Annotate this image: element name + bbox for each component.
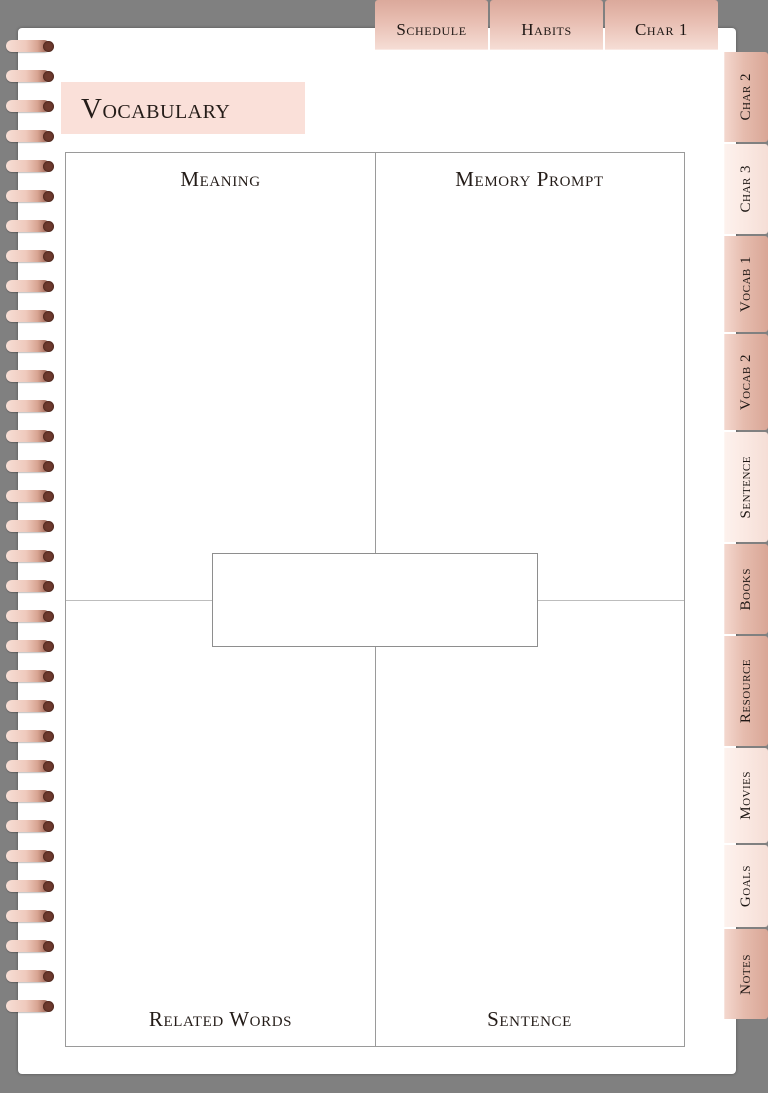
- top-tab-habits[interactable]: [490, 0, 603, 50]
- spiral-ring-hole: [43, 851, 54, 862]
- side-tab-movies[interactable]: [724, 748, 768, 843]
- spiral-ring: [0, 1000, 56, 1013]
- spiral-ring: [0, 220, 56, 233]
- side-tab-label: Char 3: [737, 165, 754, 213]
- spiral-ring-hole: [43, 821, 54, 832]
- spiral-ring-hole: [43, 521, 54, 532]
- spiral-ring: [0, 880, 56, 893]
- side-tab-label: Vocab 2: [737, 353, 754, 411]
- spiral-ring-hole: [43, 341, 54, 352]
- spiral-ring-hole: [43, 41, 54, 52]
- spiral-ring: [0, 520, 56, 533]
- spiral-ring-hole: [43, 401, 54, 412]
- spiral-ring-hole: [43, 71, 54, 82]
- side-tab-vocab-1[interactable]: [724, 236, 768, 332]
- spiral-ring-hole: [43, 611, 54, 622]
- side-tab-label: Char 2: [737, 73, 754, 121]
- side-tab-goals[interactable]: [724, 845, 768, 927]
- spiral-ring: [0, 490, 56, 503]
- spiral-ring: [0, 370, 56, 383]
- spiral-ring: [0, 610, 56, 623]
- notebook-page: [18, 28, 736, 1074]
- spiral-ring: [0, 160, 56, 173]
- spiral-ring: [0, 130, 56, 143]
- side-tab-label: Goals: [737, 864, 754, 908]
- spiral-ring: [0, 460, 56, 473]
- spiral-ring-hole: [43, 251, 54, 262]
- spiral-ring-hole: [43, 881, 54, 892]
- top-tab-label: Char 1: [634, 20, 689, 39]
- section-label-memory-prompt: Memory Prompt: [455, 167, 604, 191]
- section-label-sentence: Sentence: [487, 1007, 572, 1031]
- spiral-ring-hole: [43, 581, 54, 592]
- side-tab-vocab-2[interactable]: [724, 334, 768, 430]
- spiral-ring-hole: [43, 761, 54, 772]
- spiral-ring: [0, 970, 56, 983]
- spiral-ring: [0, 940, 56, 953]
- spiral-ring: [0, 910, 56, 923]
- spiral-ring-hole: [43, 431, 54, 442]
- spiral-ring-hole: [43, 371, 54, 382]
- spiral-ring-hole: [43, 731, 54, 742]
- spiral-ring: [0, 790, 56, 803]
- spiral-ring: [0, 730, 56, 743]
- spiral-ring-hole: [43, 491, 54, 502]
- spiral-ring-hole: [43, 221, 54, 232]
- side-tab-sentence[interactable]: [724, 432, 768, 542]
- side-tab-label: Vocab 1: [737, 255, 754, 313]
- side-tab-label: Books: [737, 567, 754, 611]
- section-label-related-words: Related Words: [148, 1007, 293, 1031]
- spiral-ring: [0, 310, 56, 323]
- vocabulary-grid: [65, 152, 685, 1047]
- side-tab-char-2[interactable]: [724, 52, 768, 142]
- spiral-ring-hole: [43, 131, 54, 142]
- spiral-ring: [0, 550, 56, 563]
- top-tab-bar: [375, 0, 718, 50]
- page-title-band: [61, 82, 305, 134]
- spiral-ring: [0, 700, 56, 713]
- spiral-ring: [0, 670, 56, 683]
- spiral-binding: [0, 40, 62, 1040]
- page-title: Vocabulary: [81, 93, 231, 125]
- spiral-ring: [0, 340, 56, 353]
- spiral-ring: [0, 280, 56, 293]
- spiral-ring-hole: [43, 1001, 54, 1012]
- spiral-ring-hole: [43, 161, 54, 172]
- spiral-ring-hole: [43, 971, 54, 982]
- spiral-ring: [0, 100, 56, 113]
- spiral-ring-hole: [43, 641, 54, 652]
- side-tab-label: Resource: [737, 658, 754, 724]
- spiral-ring-hole: [43, 191, 54, 202]
- section-label-meaning: Meaning: [180, 167, 261, 191]
- side-tab-bar: [724, 52, 768, 1021]
- spiral-ring: [0, 40, 56, 53]
- spiral-ring-hole: [43, 701, 54, 712]
- top-tab-label: Schedule: [396, 20, 467, 39]
- spiral-ring: [0, 190, 56, 203]
- side-tab-label: Movies: [737, 771, 754, 820]
- top-tab-schedule[interactable]: [375, 0, 488, 50]
- spiral-ring-hole: [43, 551, 54, 562]
- spiral-ring: [0, 70, 56, 83]
- spiral-ring: [0, 580, 56, 593]
- spiral-ring: [0, 760, 56, 773]
- spiral-ring: [0, 400, 56, 413]
- spiral-ring: [0, 850, 56, 863]
- spiral-ring-hole: [43, 671, 54, 682]
- spiral-ring: [0, 640, 56, 653]
- top-tab-label: Habits: [521, 20, 572, 39]
- spiral-ring-hole: [43, 941, 54, 952]
- top-tab-char-1[interactable]: [605, 0, 718, 50]
- spiral-ring-hole: [43, 101, 54, 112]
- spiral-ring: [0, 250, 56, 263]
- side-tab-books[interactable]: [724, 544, 768, 634]
- side-tab-label: Sentence: [737, 455, 754, 519]
- spiral-ring-hole: [43, 791, 54, 802]
- side-tab-notes[interactable]: [724, 929, 768, 1019]
- spiral-ring: [0, 430, 56, 443]
- side-tab-resource[interactable]: [724, 636, 768, 746]
- side-tab-label: Notes: [737, 953, 754, 995]
- spiral-ring-hole: [43, 461, 54, 472]
- spiral-ring-hole: [43, 311, 54, 322]
- center-word-box[interactable]: [212, 553, 538, 647]
- spiral-ring: [0, 820, 56, 833]
- side-tab-char-3[interactable]: [724, 144, 768, 234]
- spiral-ring-hole: [43, 281, 54, 292]
- spiral-ring-hole: [43, 911, 54, 922]
